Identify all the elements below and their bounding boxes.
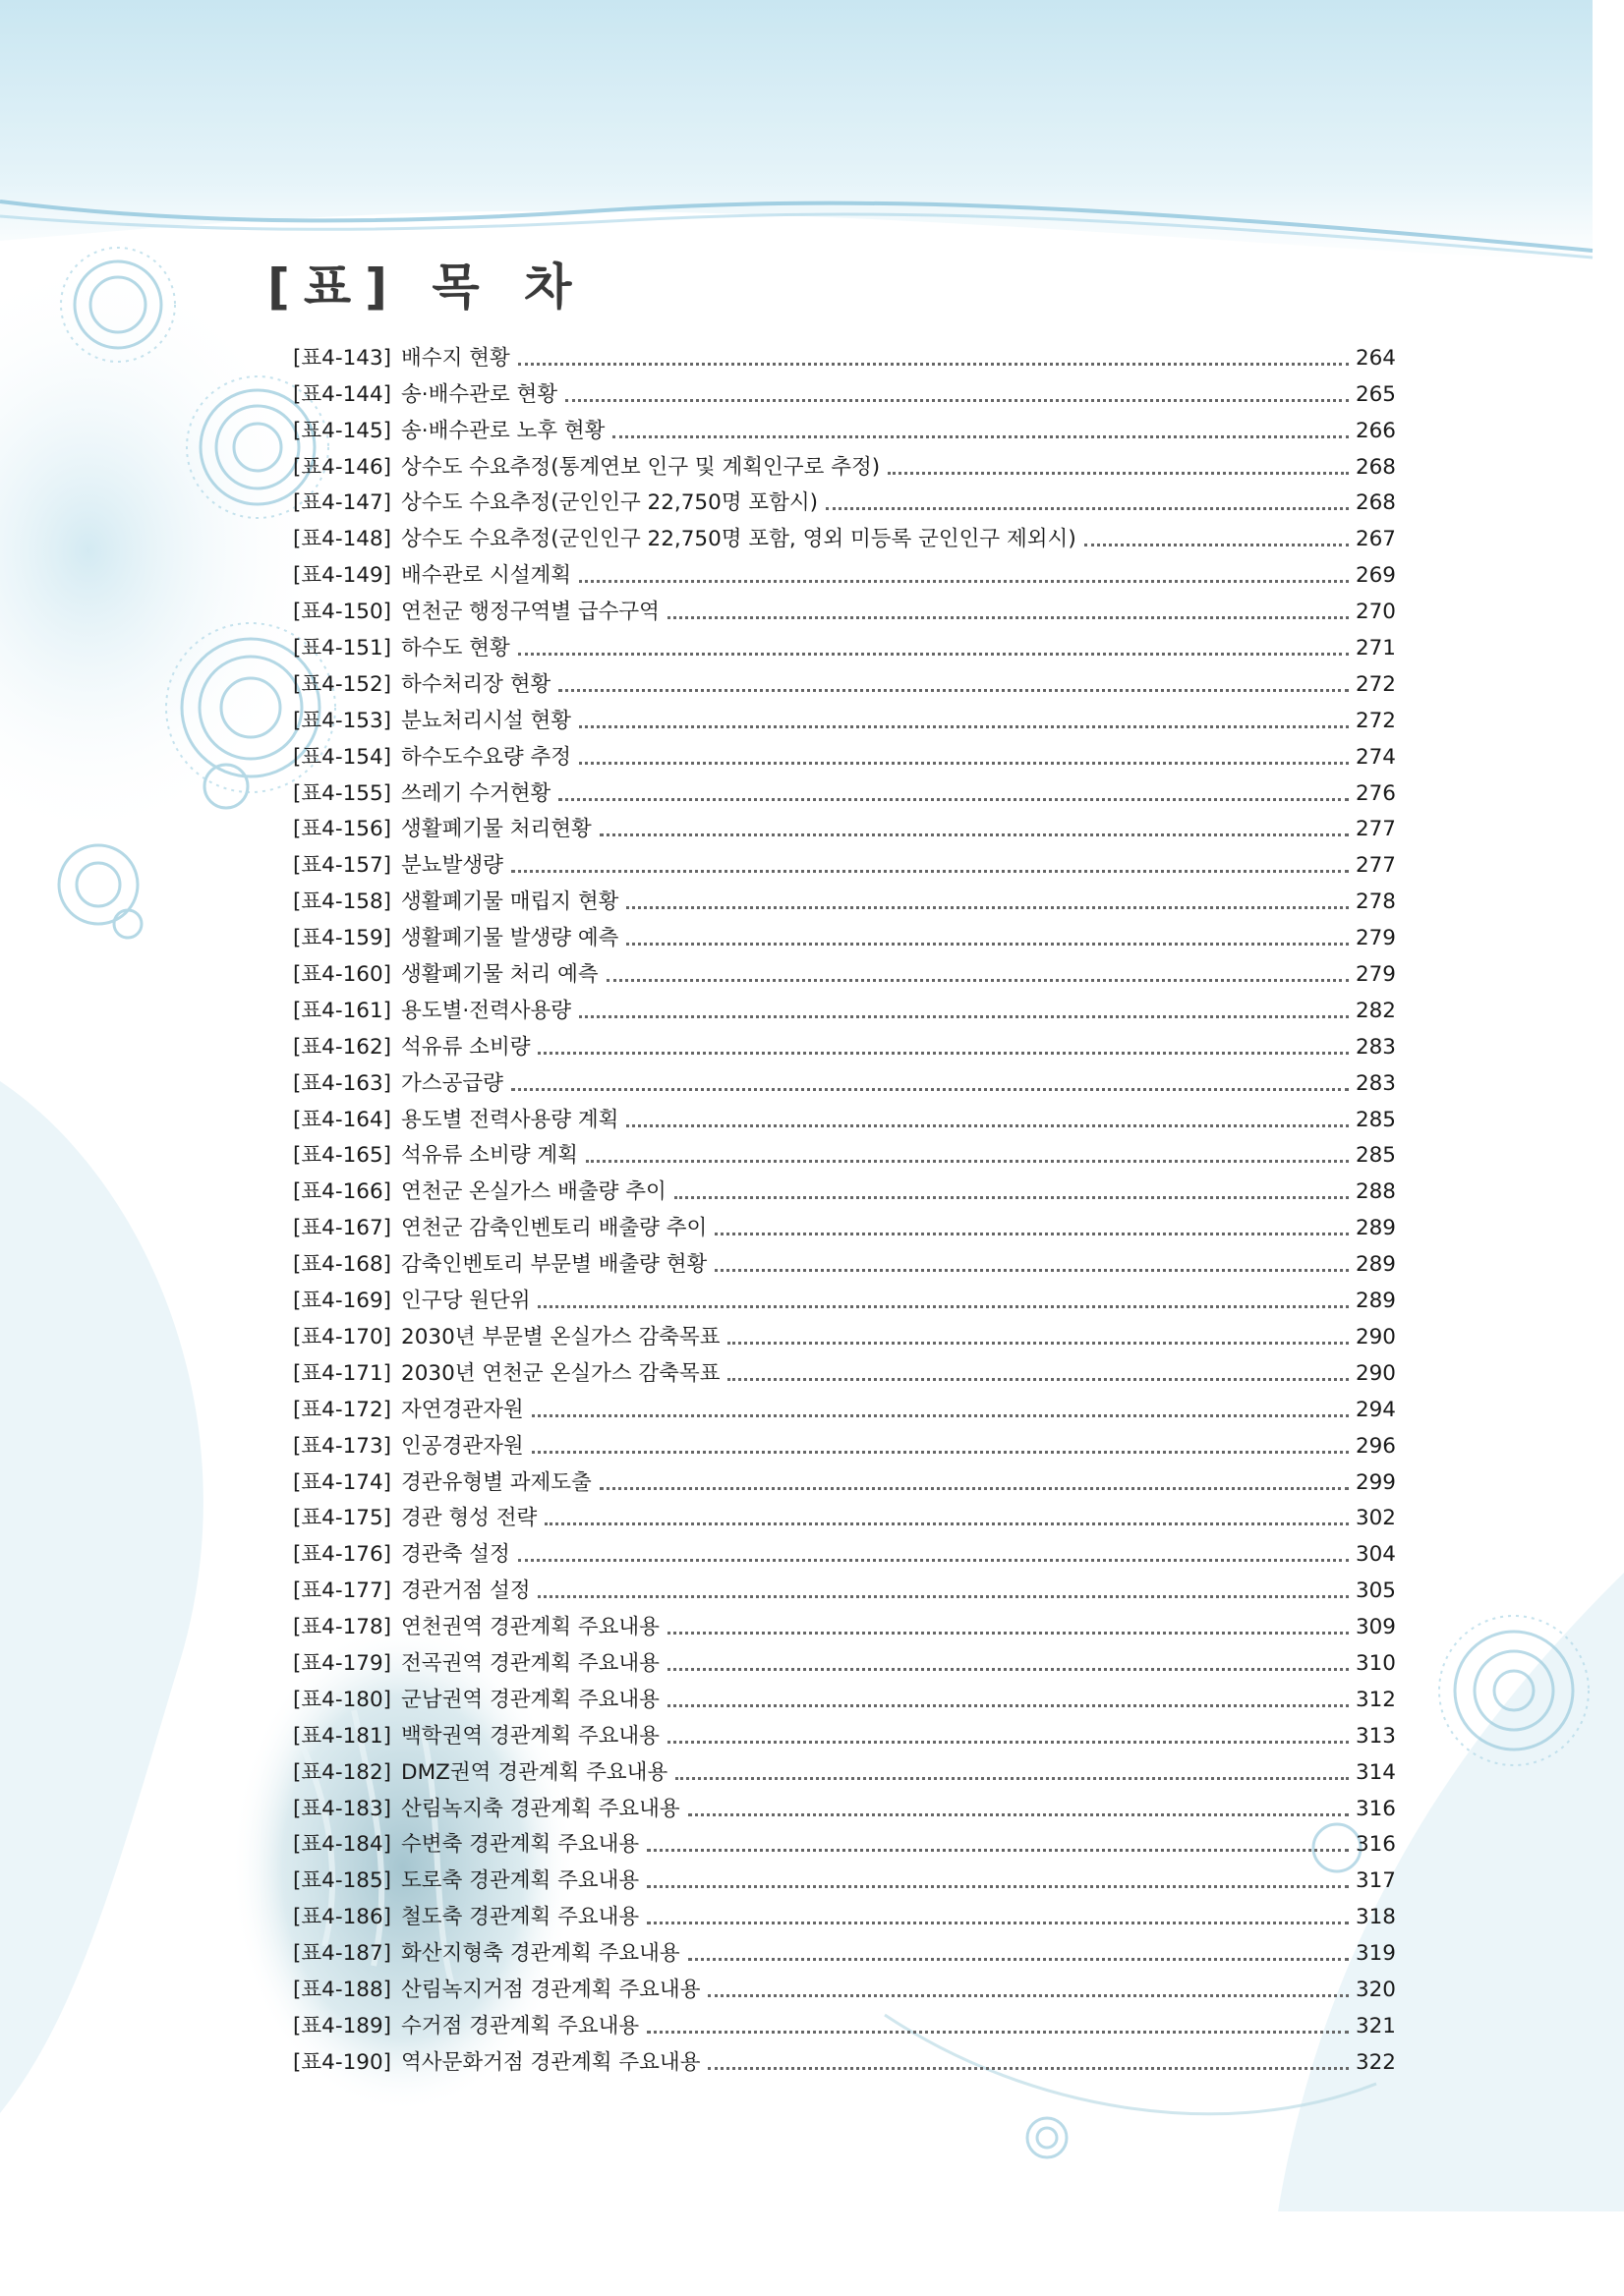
toc-entry-page: 279	[1355, 962, 1396, 988]
dot-leader	[675, 1777, 1349, 1780]
toc-entry-number: [표4-171]	[293, 1360, 392, 1386]
toc-entry-page: 269	[1355, 563, 1396, 589]
toc-entry-page: 314	[1355, 1759, 1396, 1785]
toc-entry-number: [표4-178]	[293, 1615, 392, 1640]
toc-entry[interactable]	[293, 337, 1396, 373]
toc-entry-title: 수변축 경관계획 주요내용	[401, 1832, 640, 1858]
toc-entry-page: 288	[1355, 1179, 1396, 1205]
dot-leader	[538, 1595, 1349, 1598]
dot-leader	[708, 2067, 1349, 2070]
toc-entry-number: [표4-189]	[293, 2013, 392, 2038]
toc-entry[interactable]	[293, 700, 1396, 736]
dot-leader	[727, 1378, 1349, 1381]
toc-entry-title: 수거점 경관계획 주요내용	[401, 2013, 640, 2038]
toc-entry-title: 연천군 행정구역별 급수구역	[401, 600, 660, 625]
toc-entry[interactable]	[293, 1389, 1396, 1425]
dot-leader	[626, 1124, 1349, 1127]
toc-entry[interactable]	[293, 591, 1396, 627]
toc-entry-title: 연천군 온실가스 배출량 추이	[401, 1179, 667, 1205]
toc-entry-title: 생활폐기물 발생량 예측	[401, 926, 619, 951]
toc-entry-number: [표4-143]	[293, 345, 392, 371]
toc-entry-label	[293, 924, 618, 953]
toc-entry-label	[293, 1106, 618, 1135]
page-title: [표] 목 차	[267, 258, 586, 316]
dot-leader	[715, 1269, 1349, 1272]
toc-entry[interactable]	[293, 1171, 1396, 1207]
toc-entry-label	[293, 1722, 660, 1751]
toc-entry-page: 304	[1355, 1542, 1396, 1568]
toc-entry-number: [표4-174]	[293, 1469, 392, 1495]
toc-entry[interactable]	[293, 844, 1396, 881]
toc-entry-label	[293, 815, 592, 844]
toc-entry-page: 296	[1355, 1433, 1396, 1459]
dot-leader	[667, 1741, 1349, 1744]
dot-leader	[538, 1052, 1349, 1055]
toc-entry[interactable]	[293, 483, 1396, 519]
toc-entry-number: [표4-179]	[293, 1650, 392, 1676]
toc-entry-number: [표4-149]	[293, 563, 392, 589]
toc-entry-title: 생활폐기물 처리현황	[401, 817, 592, 842]
toc-entry-number: [표4-151]	[293, 636, 392, 661]
dot-leader	[688, 1958, 1349, 1961]
toc-entry-page: 299	[1355, 1469, 1396, 1495]
toc-entry-number: [표4-154]	[293, 744, 392, 770]
toc-entry-page: 272	[1355, 708, 1396, 733]
toc-entry-title: 역사문화거점 경관계획 주요내용	[401, 2049, 701, 2075]
toc-entry-page: 319	[1355, 1941, 1396, 1967]
toc-entry-number: [표4-148]	[293, 527, 392, 552]
toc-entry-number: [표4-177]	[293, 1578, 392, 1604]
dot-leader	[647, 1885, 1349, 1888]
dot-leader	[626, 943, 1349, 946]
dot-leader	[511, 870, 1349, 873]
table-of-contents	[293, 337, 1396, 2078]
toc-entry-title: DMZ권역 경관계획 주요내용	[401, 1759, 668, 1785]
toc-entry-label	[293, 1287, 530, 1316]
toc-entry-title: 감축인벤토리 부문별 배출량 현황	[401, 1252, 708, 1278]
toc-entry-title: 쓰레기 수거현황	[401, 780, 551, 806]
toc-entry-page: 283	[1355, 1034, 1396, 1060]
toc-entry-label	[293, 598, 660, 627]
toc-entry-number: [표4-175]	[293, 1506, 392, 1531]
toc-entry-page: 310	[1355, 1650, 1396, 1676]
toc-entry-title: 하수처리장 현황	[401, 671, 551, 697]
toc-entry-page: 305	[1355, 1578, 1396, 1604]
toc-entry[interactable]	[293, 1135, 1396, 1172]
dot-leader	[667, 1668, 1349, 1671]
toc-entry-label	[293, 743, 571, 773]
dot-leader	[579, 725, 1349, 728]
toc-entry-label	[293, 2048, 700, 2078]
toc-entry-label	[293, 1686, 660, 1715]
toc-entry-number: [표4-180]	[293, 1687, 392, 1712]
toc-entry-page: 312	[1355, 1687, 1396, 1712]
dot-leader	[647, 1922, 1349, 1924]
toc-entry-label	[293, 1504, 537, 1533]
toc-entry-number: [표4-144]	[293, 381, 392, 407]
toc-entry-number: [표4-181]	[293, 1723, 392, 1749]
toc-entry[interactable]	[293, 1207, 1396, 1243]
dot-leader	[708, 1994, 1349, 1997]
toc-entry-title: 자연경관자원	[401, 1397, 524, 1422]
dot-leader	[586, 1160, 1349, 1163]
dot-leader	[647, 2031, 1349, 2034]
toc-entry-page: 278	[1355, 890, 1396, 915]
toc-entry-label	[293, 779, 551, 809]
toc-entry[interactable]	[293, 1788, 1396, 1824]
toc-entry-label	[293, 1540, 510, 1570]
toc-entry[interactable]	[293, 1498, 1396, 1534]
toc-entry-label	[293, 960, 599, 990]
toc-entry-number: [표4-170]	[293, 1324, 392, 1349]
toc-entry[interactable]	[293, 1316, 1396, 1352]
toc-entry-title: 상수도 수요추정(군인인구 22,750명 포함, 영외 미등록 군인인구 제외시)	[401, 527, 1076, 552]
toc-entry-number: [표4-146]	[293, 454, 392, 480]
toc-entry-number: [표4-156]	[293, 817, 392, 842]
toc-entry-page: 289	[1355, 1289, 1396, 1314]
toc-entry[interactable]	[293, 917, 1396, 953]
toc-entry-title: 경관유형별 과제도출	[401, 1469, 592, 1495]
toc-entry[interactable]	[293, 736, 1396, 773]
toc-entry-page: 277	[1355, 817, 1396, 842]
toc-entry-number: [표4-169]	[293, 1289, 392, 1314]
toc-entry-title: 인공경관자원	[401, 1433, 524, 1459]
toc-entry-page: 289	[1355, 1252, 1396, 1278]
toc-entry-title: 용도별·전력사용량	[401, 998, 572, 1023]
dot-leader	[612, 435, 1349, 438]
toc-entry-title: 배수지 현황	[401, 345, 510, 371]
toc-entry-label	[293, 1141, 578, 1171]
toc-entry-page: 274	[1355, 744, 1396, 770]
dot-leader	[715, 1233, 1349, 1235]
toc-entry-label	[293, 453, 880, 483]
dot-leader	[600, 1487, 1349, 1490]
toc-entry-label	[293, 1649, 660, 1679]
toc-entry-title: 백학권역 경관계획 주요내용	[401, 1723, 660, 1749]
toc-entry[interactable]	[293, 1099, 1396, 1135]
toc-entry-number: [표4-168]	[293, 1252, 392, 1278]
toc-entry[interactable]	[293, 410, 1396, 446]
toc-entry-title: 분뇨처리시설 현황	[401, 708, 572, 733]
toc-entry-number: [표4-187]	[293, 1941, 392, 1967]
toc-entry-label	[293, 1214, 707, 1243]
toc-entry-label	[293, 1830, 639, 1860]
toc-entry-page: 283	[1355, 1070, 1396, 1096]
toc-entry[interactable]	[293, 881, 1396, 917]
toc-entry-number: [표4-172]	[293, 1397, 392, 1422]
dot-leader	[518, 1559, 1349, 1562]
dot-leader	[1084, 544, 1349, 546]
toc-entry-title: 하수도수요량 추정	[401, 744, 572, 770]
toc-entry-label	[293, 1359, 720, 1389]
dot-leader	[647, 1849, 1349, 1852]
toc-entry-page: 267	[1355, 527, 1396, 552]
toc-entry-page: 320	[1355, 1977, 1396, 2002]
toc-entry-page: 272	[1355, 671, 1396, 697]
toc-entry[interactable]	[293, 554, 1396, 591]
toc-entry-title: 생활폐기물 처리 예측	[401, 962, 599, 988]
dot-leader	[558, 689, 1349, 692]
toc-entry[interactable]	[293, 1352, 1396, 1389]
toc-entry[interactable]	[293, 1715, 1396, 1751]
toc-entry-number: [표4-185]	[293, 1868, 392, 1894]
toc-entry[interactable]	[293, 1425, 1396, 1462]
toc-entry[interactable]	[293, 1462, 1396, 1498]
toc-entry-label	[293, 997, 571, 1026]
toc-entry-title: 2030년 연천군 온실가스 감축목표	[401, 1360, 721, 1386]
dot-leader	[727, 1342, 1349, 1345]
dot-leader	[600, 833, 1349, 836]
toc-entry-page: 290	[1355, 1324, 1396, 1349]
toc-entry-title: 배수관로 시설계획	[401, 563, 572, 589]
toc-entry-page: 277	[1355, 853, 1396, 879]
toc-entry-title: 철도축 경관계획 주요내용	[401, 1905, 640, 1930]
toc-entry-page: 316	[1355, 1796, 1396, 1821]
toc-entry[interactable]	[293, 1642, 1396, 1679]
toc-entry-label	[293, 380, 557, 410]
dot-leader	[532, 1414, 1349, 1417]
toc-entry-number: [표4-158]	[293, 890, 392, 915]
toc-entry-page: 271	[1355, 636, 1396, 661]
toc-entry-title: 가스공급량	[401, 1070, 503, 1096]
toc-entry-label	[293, 707, 571, 736]
dot-leader	[826, 507, 1349, 510]
toc-entry-number: [표4-155]	[293, 780, 392, 806]
toc-entry-label	[293, 488, 818, 518]
toc-entry-label	[293, 417, 605, 446]
toc-entry[interactable]	[293, 1896, 1396, 1932]
toc-entry-label	[293, 1396, 524, 1425]
toc-entry-title: 경관축 설정	[401, 1542, 510, 1568]
dot-leader	[607, 979, 1349, 982]
toc-entry-number: [표4-183]	[293, 1796, 392, 1821]
toc-entry-page: 313	[1355, 1723, 1396, 1749]
toc-entry-page: 289	[1355, 1216, 1396, 1241]
toc-entry-title: 연천군 감축인벤토리 배출량 추이	[401, 1216, 708, 1241]
toc-entry-label	[293, 634, 510, 663]
toc-entry-label	[293, 1432, 524, 1462]
toc-entry-title: 석유류 소비량	[401, 1034, 531, 1060]
toc-entry-page: 276	[1355, 780, 1396, 806]
toc-entry-title: 송·배수관로 현황	[401, 381, 558, 407]
toc-entry[interactable]	[293, 1570, 1396, 1606]
toc-entry[interactable]	[293, 1280, 1396, 1316]
toc-entry-page: 285	[1355, 1143, 1396, 1169]
toc-entry[interactable]	[293, 1679, 1396, 1715]
toc-entry-label	[293, 525, 1076, 554]
toc-entry-page: 317	[1355, 1868, 1396, 1894]
toc-entry-title: 2030년 부문별 온실가스 감축목표	[401, 1324, 721, 1349]
toc-entry-page: 321	[1355, 2013, 1396, 2038]
toc-entry-title: 군남권역 경관계획 주요내용	[401, 1687, 660, 1712]
toc-entry-label	[293, 1468, 592, 1498]
toc-entry-number: [표4-164]	[293, 1107, 392, 1132]
toc-entry-title: 산림녹지축 경관계획 주요내용	[401, 1796, 680, 1821]
dot-leader	[545, 1522, 1349, 1525]
toc-entry[interactable]	[293, 1533, 1396, 1570]
toc-entry-label	[293, 1795, 680, 1824]
toc-entry[interactable]	[293, 1824, 1396, 1861]
toc-entry-number: [표4-152]	[293, 671, 392, 697]
dot-leader	[626, 906, 1349, 909]
toc-entry[interactable]	[293, 446, 1396, 483]
dot-leader	[667, 616, 1349, 619]
toc-entry[interactable]	[293, 773, 1396, 809]
toc-entry-page: 294	[1355, 1397, 1396, 1422]
toc-entry-title: 도로축 경관계획 주요내용	[401, 1868, 640, 1894]
toc-entry-number: [표4-190]	[293, 2049, 392, 2075]
toc-entry-title: 송·배수관로 노후 현황	[401, 418, 606, 443]
toc-entry[interactable]	[293, 518, 1396, 554]
toc-entry-label	[293, 1069, 503, 1099]
toc-entry-page: 302	[1355, 1506, 1396, 1531]
toc-entry-label	[293, 1613, 660, 1642]
toc-entry[interactable]	[293, 1969, 1396, 2005]
toc-entry-page: 268	[1355, 454, 1396, 480]
toc-entry-title: 전곡권역 경관계획 주요내용	[401, 1650, 660, 1676]
toc-entry-title: 용도별 전력사용량 계획	[401, 1107, 619, 1132]
dot-leader	[579, 762, 1349, 765]
toc-entry-title: 경관거점 설정	[401, 1578, 531, 1604]
toc-entry[interactable]	[293, 2005, 1396, 2041]
toc-entry-label	[293, 1939, 680, 1969]
dot-leader	[579, 580, 1349, 583]
dot-leader	[579, 1015, 1349, 1018]
dot-leader	[674, 1196, 1349, 1199]
toc-entry-number: [표4-173]	[293, 1433, 392, 1459]
toc-entry-number: [표4-188]	[293, 1977, 392, 2002]
toc-entry[interactable]	[293, 1606, 1396, 1642]
toc-entry-number: [표4-150]	[293, 600, 392, 625]
toc-entry[interactable]	[293, 990, 1396, 1026]
toc-entry[interactable]	[293, 627, 1396, 663]
toc-entry-page: 316	[1355, 1832, 1396, 1858]
toc-entry-page: 318	[1355, 1905, 1396, 1930]
toc-entry-title: 화산지형축 경관계획 주요내용	[401, 1941, 680, 1967]
toc-entry-title: 석유류 소비량 계획	[401, 1143, 578, 1169]
dot-leader	[511, 1088, 1349, 1091]
toc-entry[interactable]	[293, 373, 1396, 410]
toc-entry[interactable]	[293, 1860, 1396, 1896]
toc-entry-label	[293, 888, 618, 917]
toc-entry-number: [표4-153]	[293, 708, 392, 733]
dot-leader	[565, 399, 1349, 402]
toc-entry-label	[293, 1976, 700, 2005]
dot-leader	[532, 1451, 1349, 1454]
toc-entry-label	[293, 1250, 707, 1280]
toc-entry-page: 279	[1355, 926, 1396, 951]
toc-entry-number: [표4-166]	[293, 1179, 392, 1205]
toc-entry-page: 285	[1355, 1107, 1396, 1132]
toc-entry-number: [표4-145]	[293, 418, 392, 443]
toc-entry-number: [표4-163]	[293, 1070, 392, 1096]
toc-entry-number: [표4-147]	[293, 490, 392, 516]
toc-entry-title: 상수도 수요추정(통계연보 인구 및 계획인구로 추정)	[401, 454, 881, 480]
toc-entry-title: 경관 형성 전략	[401, 1506, 538, 1531]
toc-entry-title: 생활폐기물 매립지 현황	[401, 890, 619, 915]
toc-entry[interactable]	[293, 1062, 1396, 1099]
toc-entry-label	[293, 1177, 667, 1207]
toc-entry-title: 산림녹지거점 경관계획 주요내용	[401, 1977, 701, 2002]
dot-leader	[558, 798, 1349, 801]
toc-entry-label	[293, 1866, 639, 1896]
toc-entry-label	[293, 1577, 530, 1606]
toc-entry-title: 연천권역 경관계획 주요내용	[401, 1615, 660, 1640]
toc-entry-label	[293, 561, 571, 591]
toc-entry-title: 상수도 수요추정(군인인구 22,750명 포함시)	[401, 490, 819, 516]
toc-entry-page: 309	[1355, 1615, 1396, 1640]
toc-entry-label	[293, 2012, 639, 2041]
toc-entry[interactable]	[293, 1243, 1396, 1280]
toc-entry-page: 282	[1355, 998, 1396, 1023]
toc-entry-number: [표4-157]	[293, 853, 392, 879]
toc-entry-number: [표4-162]	[293, 1034, 392, 1060]
dot-leader	[667, 1704, 1349, 1707]
toc-entry-number: [표4-161]	[293, 998, 392, 1023]
toc-entry[interactable]	[293, 1932, 1396, 1969]
toc-entry-page: 268	[1355, 490, 1396, 516]
toc-entry-title: 하수도 현황	[401, 636, 510, 661]
toc-entry-number: [표4-160]	[293, 962, 392, 988]
toc-entry-page: 270	[1355, 600, 1396, 625]
toc-entry-number: [표4-184]	[293, 1832, 392, 1858]
toc-entry-page: 265	[1355, 381, 1396, 407]
toc-entry[interactable]	[293, 2041, 1396, 2078]
toc-entry-page: 264	[1355, 345, 1396, 371]
toc-entry-page: 290	[1355, 1360, 1396, 1386]
toc-entry[interactable]	[293, 1751, 1396, 1788]
toc-entry-number: [표4-182]	[293, 1759, 392, 1785]
toc-entry-page: 266	[1355, 418, 1396, 443]
toc-entry-label	[293, 851, 503, 881]
toc-entry-label	[293, 1033, 530, 1062]
dot-leader	[518, 653, 1349, 656]
dot-leader	[538, 1305, 1349, 1308]
toc-entry-label	[293, 1903, 639, 1932]
toc-entry-page: 322	[1355, 2049, 1396, 2075]
toc-entry-number: [표4-176]	[293, 1542, 392, 1568]
toc-entry[interactable]	[293, 809, 1396, 845]
toc-entry-number: [표4-186]	[293, 1905, 392, 1930]
toc-entry[interactable]	[293, 663, 1396, 700]
toc-entry[interactable]	[293, 1026, 1396, 1062]
dot-leader	[518, 363, 1349, 366]
toc-entry-label	[293, 1323, 720, 1352]
toc-entry-title: 분뇨발생량	[401, 853, 503, 879]
toc-entry-label	[293, 344, 510, 373]
toc-entry-title: 인구당 원단위	[401, 1289, 531, 1314]
dot-leader	[667, 1632, 1349, 1635]
toc-entry-label	[293, 1758, 667, 1788]
dot-leader	[688, 1813, 1349, 1816]
dot-leader	[888, 472, 1349, 475]
toc-entry-number: [표4-165]	[293, 1143, 392, 1169]
toc-entry-label	[293, 670, 551, 700]
toc-entry-number: [표4-167]	[293, 1216, 392, 1241]
toc-entry-number: [표4-159]	[293, 926, 392, 951]
toc-entry[interactable]	[293, 953, 1396, 990]
